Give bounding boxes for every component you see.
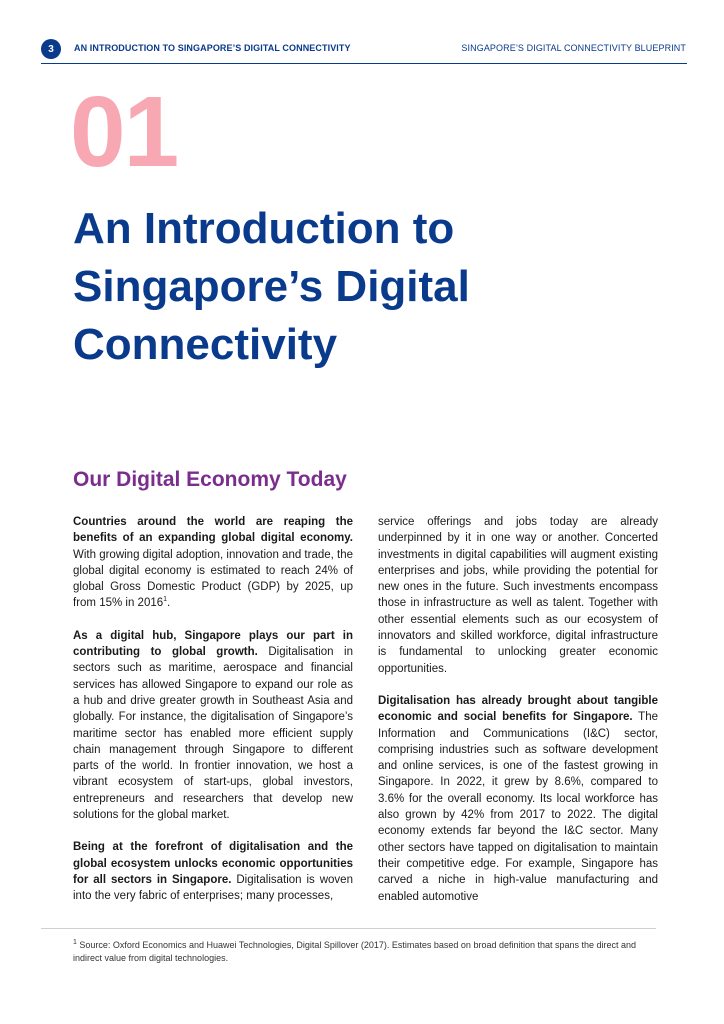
footnote: [73, 939, 658, 965]
page-number-badge: 3: [41, 39, 61, 59]
paragraph-2-lead: As a digital hub, Singapore plays our part in contributing to global growth.: [73, 629, 353, 659]
section-heading: Our Digital Economy Today: [73, 468, 347, 491]
chapter-title-line-1: An Introduction to: [73, 204, 455, 253]
paragraph-4-text: service offerings and jobs today are already underpinned by it in one way or another. Concerted investments in digital capabilities will augment existing enterprises and jobs, while providing the potential for new ones in the future. Such investments encompass those in infrastructure as well as talent. Together with other essential elements such as our ecosystem of innovators and skilled workforce, digital infrastructure is fundamental to unlocking greater economic opportunities.: [378, 516, 658, 675]
header-section-title: AN INTRODUCTION TO SINGAPORE’S DIGITAL CONNECTIVITY: [74, 43, 351, 53]
footnote-divider: [41, 928, 656, 929]
footnote-ref: 1: [163, 596, 168, 604]
paragraph-5-text: The Information and Communications (I&C) sector, comprising industries such as software development and online services, is one of the fastest growing in Singapore. In 2022, it grew by 8.6%, compared to 3.6% for the overall economy. Its local workforce has also grown by 42% from 2017 to 2022. The digital economy extends far beyond the I&C sector. Many other sectors have tapped on digitalisation to maintain their competitive edge. For example, Singapore has carved a niche in high-value manufacturing and enabled automotive: [378, 711, 658, 903]
paragraph-1-lead: Countries around the world are reaping the benefits of an expanding global digital economy.: [73, 516, 353, 545]
chapter-title-line-2: Singapore’s Digital: [73, 262, 470, 311]
paragraph-2-text: Digitalisation in sectors such as maritime, aerospace and financial services has allowed Singapore to expand our role as a hub and drive greater growth in Southeast Asia and globally. For instance, the digitalisation of Singapore’s maritime sector has enabled more efficient supply chain management through Singapore to different parts of the world. In frontier innovation, we host a vibrant ecosystem of start-ups, global investors, entrepreneurs and researchers that develop new solutions for the global market.: [73, 646, 353, 822]
page-header: [0, 0, 724, 66]
paragraph-2: [73, 628, 353, 824]
paragraph-1-text: With growing digital adoption, innovation and trade, the global digital economy is estimated to reach 24% of global Gross Domestic Product (GDP) by 2025, up from 15% in 2016: [73, 548, 354, 610]
header-document-title: SINGAPORE’S DIGITAL CONNECTIVITY BLUEPRINT: [461, 43, 686, 53]
paragraph-3-lead: Being at the forefront of digitalisation and the global ecosystem unlocks economic opportunities for all sectors in Singapore.: [73, 841, 353, 886]
chapter-title: [73, 200, 673, 374]
paragraph-5-lead: Digitalisation has already brought about tangible economic and social benefits for Singapore.: [378, 694, 658, 724]
paragraph-1: [73, 514, 353, 612]
right-column: [378, 514, 658, 921]
chapter-title-line-3: Connectivity: [73, 320, 338, 369]
footnote-marker: 1: [73, 939, 77, 946]
chapter-number: 01: [70, 76, 178, 188]
paragraph-5: [378, 693, 658, 905]
body-columns: [73, 514, 658, 904]
paragraph-1-end: .: [167, 597, 171, 610]
footnote-text: Source: Oxford Economics and Huawei Technologies, Digital Spillover (2017). Estimates based on broad definition that spans the direct and indirect value from digital technologies.: [73, 940, 637, 963]
header-divider: [41, 63, 687, 64]
paragraph-3: [73, 839, 353, 904]
left-column: [73, 514, 353, 921]
paragraph-4: [378, 514, 658, 677]
paragraph-3-text: Digitalisation is woven into the very fabric of enterprises; many processes,: [73, 873, 353, 903]
